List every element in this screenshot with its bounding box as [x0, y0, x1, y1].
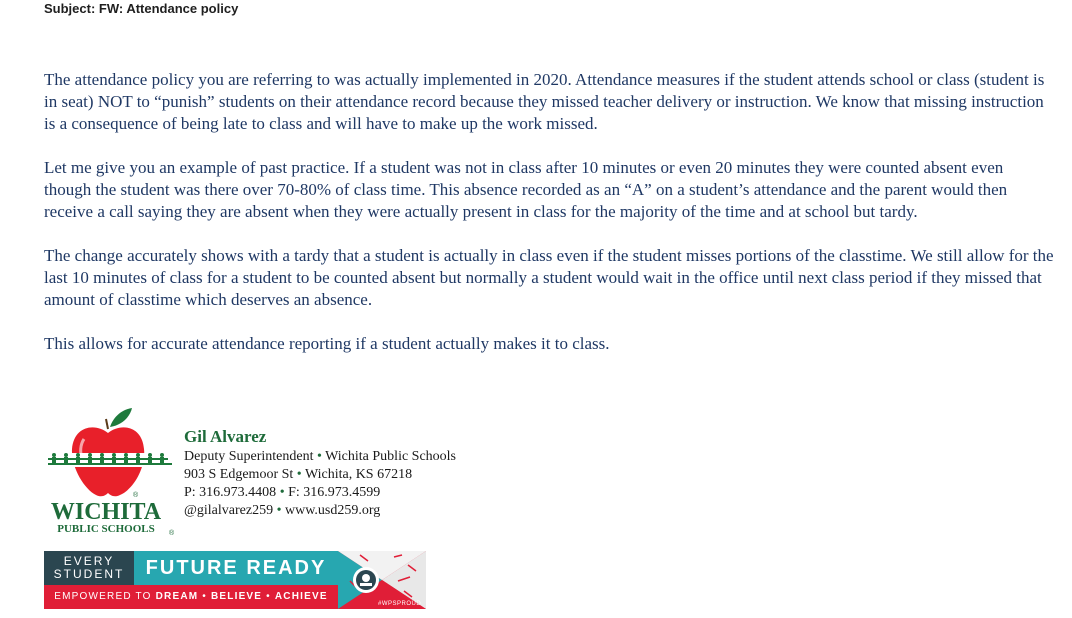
banner-tagline: EMPOWERED TO DREAM • BELIEVE • ACHIEVE	[44, 585, 338, 609]
signature-web-line: @gilalvarez259 • www.usd259.org	[184, 503, 381, 518]
banner-every-student: EVERY STUDENT	[44, 551, 134, 585]
signature-phone-line: P: 316.973.4408 • F: 316.973.4599	[184, 485, 381, 500]
paragraph-1: The attendance policy you are referring to was actually implemented in 2020. Attendance measures if the student attends school or class (student is in seat) NOT to “punish” students on their attendance record because they missed teacher delivery or instruction. We know that missing instruction is a consequence of being late to class and will have to make up the work missed.	[44, 70, 1045, 133]
logo-public-schools-text: PUBLIC SCHOOLS	[57, 523, 155, 535]
banner-hashtag: #WPSPROUD	[378, 601, 422, 607]
svg-text:®: ®	[169, 530, 175, 537]
svg-text:®: ®	[133, 492, 139, 499]
future-ready-banner	[44, 551, 426, 609]
wichita-public-schools-logo	[44, 405, 180, 537]
logo-wichita-text: WICHITA	[50, 499, 162, 525]
paragraph-4: This allows for accurate attendance reporting if a student actually makes it to class.	[44, 334, 610, 353]
paragraph-3: The change accurately shows with a tardy that a student is actually in class even if the student misses portions of the classtime. We still allow for the last 10 minutes of class for a student to be counted absent but normally a student would wait in the office until next class period if they missed that amount of classtime which deserves an absence.	[44, 246, 1054, 309]
signature-title-line: Deputy Superintendent • Wichita Public Schools	[184, 449, 457, 464]
email-signature	[184, 427, 456, 520]
website-link[interactable]: www.usd259.org	[285, 503, 381, 518]
email-subject: Subject: FW: Attendance policy	[44, 1, 239, 16]
paragraph-2: Let me give you an example of past practice. If a student was not in class after 10 minutes or even 20 minutes they were counted absent even though the student was there over 70-80% of class time. This absence recorded as an “A” on a student’s attendance and the parent would then receive a call saying they are absent when they were actually present in class for the majority of the time and at school but tardy.	[44, 158, 1008, 221]
banner-future-ready: FUTURE READY	[134, 551, 338, 585]
signature-name: Gil Alvarez	[184, 427, 267, 446]
signature-address-line: 903 S Edgemoor St • Wichita, KS 67218	[184, 467, 413, 482]
social-handle-link[interactable]: @gilalvarez259	[184, 503, 274, 518]
apple-logo-icon	[44, 405, 180, 537]
email-body	[44, 69, 1054, 377]
